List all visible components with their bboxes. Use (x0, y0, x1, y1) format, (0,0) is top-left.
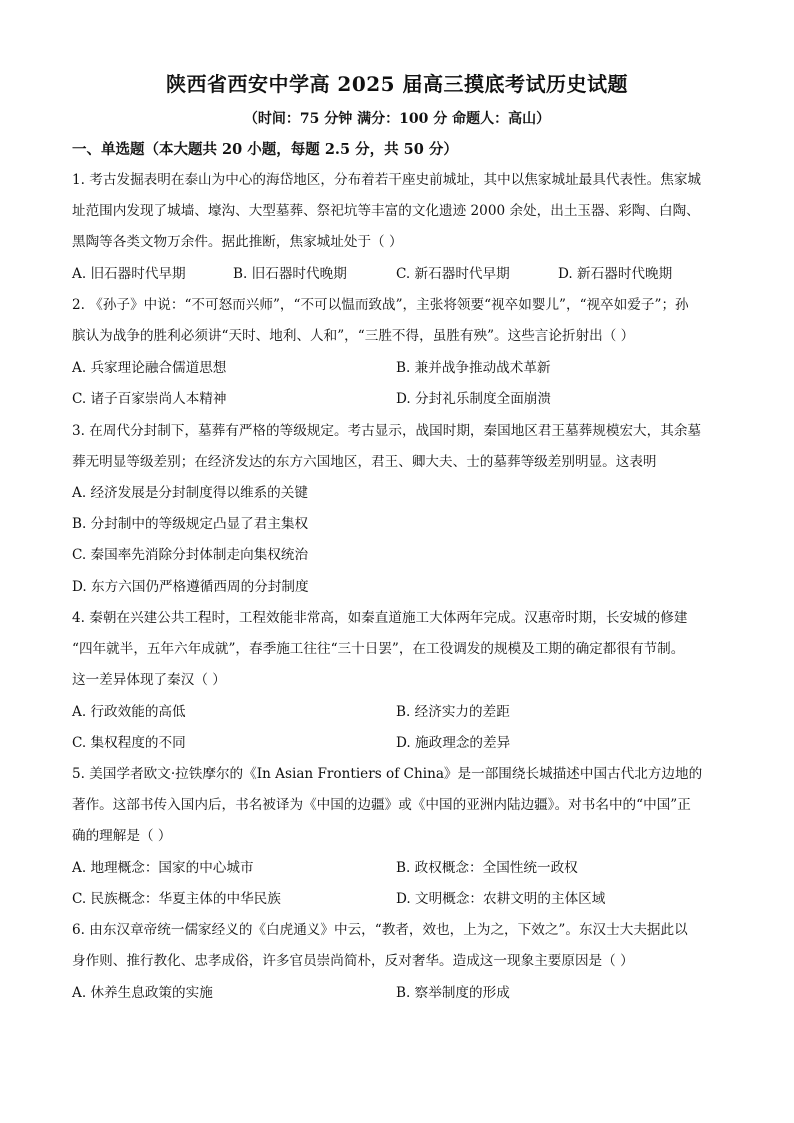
question-text-line: 1. 考古发掘表明在泰山为中心的海岱地区，分布着若干座史前城址，其中以焦家城址最具代表性。焦家城 (72, 172, 702, 188)
option-b: B. 政权概念：全国性统一政权 (396, 860, 578, 876)
question-text-line: 2. 《孙子》中说：“不可怒而兴师”，“不可以愠而致战”，主张将领要“视卒如婴儿”，“视卒如爱子”；孙 (72, 297, 689, 313)
option-a: A. 地理概念：国家的中心城市 (72, 860, 254, 876)
option-a: A. 行政效能的高低 (72, 704, 186, 720)
option-d: D. 东方六国仍严格遵循西周的分封制度 (72, 579, 309, 595)
option-d: D. 文明概念：农耕文明的主体区域 (396, 891, 606, 907)
option-c: C. 民族概念：华夏主体的中华民族 (72, 891, 281, 907)
option-b: B. 察举制度的形成 (396, 985, 510, 1001)
question-text-line: 黑陶等各类文物万余件。据此推断，焦家城址处于（ ） (72, 234, 403, 250)
exam-title: 陕西省西安中学高 2025 届高三摸底考试历史试题 (165, 72, 629, 96)
question-text-line: 址范围内发现了城墙、壕沟、大型墓葬、祭祀坑等丰富的文化遗迹 2000 余处，出土玉器、彩陶、白陶、 (72, 203, 700, 219)
option-a: A. 经济发展是分封制度得以维系的关键 (72, 485, 308, 501)
question-text-line: 4. 秦朝在兴建公共工程时，工程效能非常高，如秦直道施工大体两年完成。汉惠帝时期，长安城的修建 (72, 610, 688, 626)
option-d: D. 施政理念的差异 (396, 735, 511, 751)
option-a: A. 旧石器时代早期 (72, 266, 186, 282)
option-b: B. 兼并战争推动战术革新 (396, 360, 551, 376)
question-text-line: 膑认为战争的胜利必须讲“天时、地利、人和”，“三胜不得，虽胜有殃”。这些言论折射出（ ） (72, 328, 635, 344)
option-b: B. 分封制中的等级规定凸显了君主集权 (72, 516, 309, 532)
option-d: D. 分封礼乐制度全面崩溃 (396, 391, 551, 407)
question-text-line: 身作则、推行教化、忠孝成俗，许多官员崇尚简朴，反对奢华。造成这一现象主要原因是（ ） (72, 953, 634, 969)
question-text-line: 这一差异体现了秦汉（ ） (72, 672, 226, 688)
option-b: B. 旧石器时代晚期 (233, 266, 347, 282)
option-a: A. 兵家理论融合儒道思想 (72, 360, 227, 376)
option-b: B. 经济实力的差距 (396, 704, 510, 720)
question-text-line: 6. 由东汉章帝统一儒家经义的《白虎通义》中云，“教者，效也，上为之，下效之”。东汉士大夫据此以 (72, 922, 688, 938)
exam-subtitle: （时间：75 分钟 满分：100 分 命题人：高山） (243, 111, 551, 127)
question-text-line: “四年就半，五年六年成就”，春季施工往往“三十日罢”，在工役调发的规模及工期的确定都很有节制。 (72, 641, 685, 657)
question-text-line: 5. 美国学者欧文·拉铁摩尔的《In Asian Frontiers of China》是一部围绕长城描述中国古代北方边地的 (72, 766, 703, 782)
question-text-line: 著作。这部书传入国内后，书名被译为《中国的边疆》或《中国的亚洲内陆边疆》。对书名中的“中国”正 (72, 797, 691, 813)
question-text-line: 3. 在周代分封制下，墓葬有严格的等级规定。考古显示，战国时期，秦国地区君王墓葬规模宏大，其余墓 (72, 423, 702, 439)
option-a: A. 休养生息政策的实施 (72, 985, 213, 1001)
question-text-line: 确的理解是（ ） (72, 828, 172, 844)
question-text-line: 葬无明显等级差别；在经济发达的东方六国地区，君王、卿大夫、士的墓葬等级差别明显。这表明 (72, 454, 657, 470)
option-c: C. 新石器时代早期 (396, 266, 510, 282)
option-c: C. 集权程度的不同 (72, 735, 186, 751)
option-c: C. 诸子百家崇尚人本精神 (72, 391, 227, 407)
option-d: D. 新石器时代晚期 (558, 266, 673, 282)
section-heading: 一、单选题（本大题共 20 小题，每题 2.5 分，共 50 分） (72, 141, 458, 158)
option-c: C. 秦国率先消除分封体制走向集权统治 (72, 547, 309, 563)
